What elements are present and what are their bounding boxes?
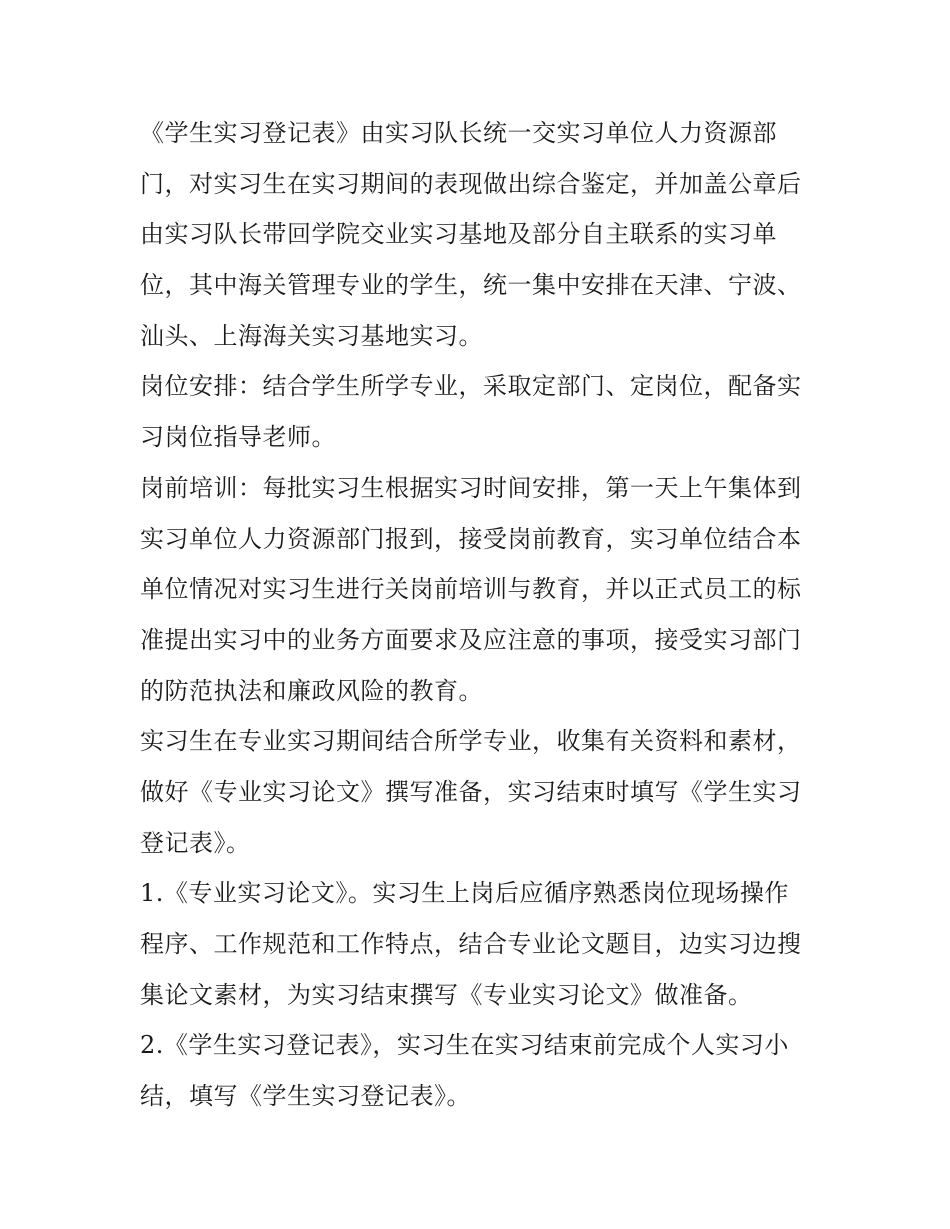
text-line: 实习生在专业实习期间结合所学专业，收集有关资料和素材，: [140, 727, 802, 756]
text-line: 登记表》。: [140, 828, 251, 857]
text-line: 汕头、上海海关实习基地实习。: [140, 321, 483, 350]
paragraph-item-1-thesis: [140, 868, 812, 1020]
text-line: 准提出实习中的业务方面要求及应注意的事项，接受实习部门: [140, 625, 802, 654]
text-line: 岗前培训：每批实习生根据实习时间安排，第一天上午集体到: [140, 473, 802, 502]
text-line: 习岗位指导老师。: [140, 423, 336, 452]
text-line: 做好《专业实习论文》撰写准备，实习结束时填写《学生实习: [140, 777, 802, 806]
paragraph-position-arrangement: [140, 361, 812, 462]
text-line: 的防范执法和廉政风险的教育。: [140, 676, 483, 705]
text-line: 实习单位人力资源部门报到，接受岗前教育，实习单位结合本: [140, 524, 802, 553]
text-line: 《学生实习登记表》由实习队长统一交实习单位人力资源部: [140, 119, 777, 147]
paragraph-item-2-registration: [140, 1020, 812, 1121]
text-line: 结，填写《学生实习登记表》。: [140, 1082, 471, 1111]
text-line: 程序、工作规范和工作特点，结合专业论文题目，边实习边搜: [140, 930, 802, 958]
paragraph-pre-job-training: [140, 463, 812, 716]
text-line: 位，其中海关管理专业的学生，统一集中安排在天津、宁波、: [140, 271, 802, 300]
document-body: [140, 108, 812, 1122]
text-line: 单位情况对实习生进行关岗前培训与教育，并以正式员工的标: [140, 575, 802, 604]
paragraph-registration-form: [140, 108, 812, 361]
text-line: 集论文素材，为实习结束撰写《专业实习论文》做准备。: [140, 980, 753, 1009]
text-line: 岗位安排：结合学生所学专业，采取定部门、定岗位，配备实: [140, 372, 802, 401]
text-line: 2.《学生实习登记表》，实习生在实习结束前完成个人实习小: [140, 1031, 789, 1060]
text-line: 由实习队长带回学院交业实习基地及部分自主联系的实习单: [140, 220, 777, 249]
text-line: 门，对实习生在实习期间的表现做出综合鉴定，并加盖公章后: [140, 169, 802, 198]
paragraph-material-collection: [140, 716, 812, 868]
text-line: 1.《专业实习论文》。实习生上岗后应循序熟悉岗位现场操作: [140, 879, 789, 908]
